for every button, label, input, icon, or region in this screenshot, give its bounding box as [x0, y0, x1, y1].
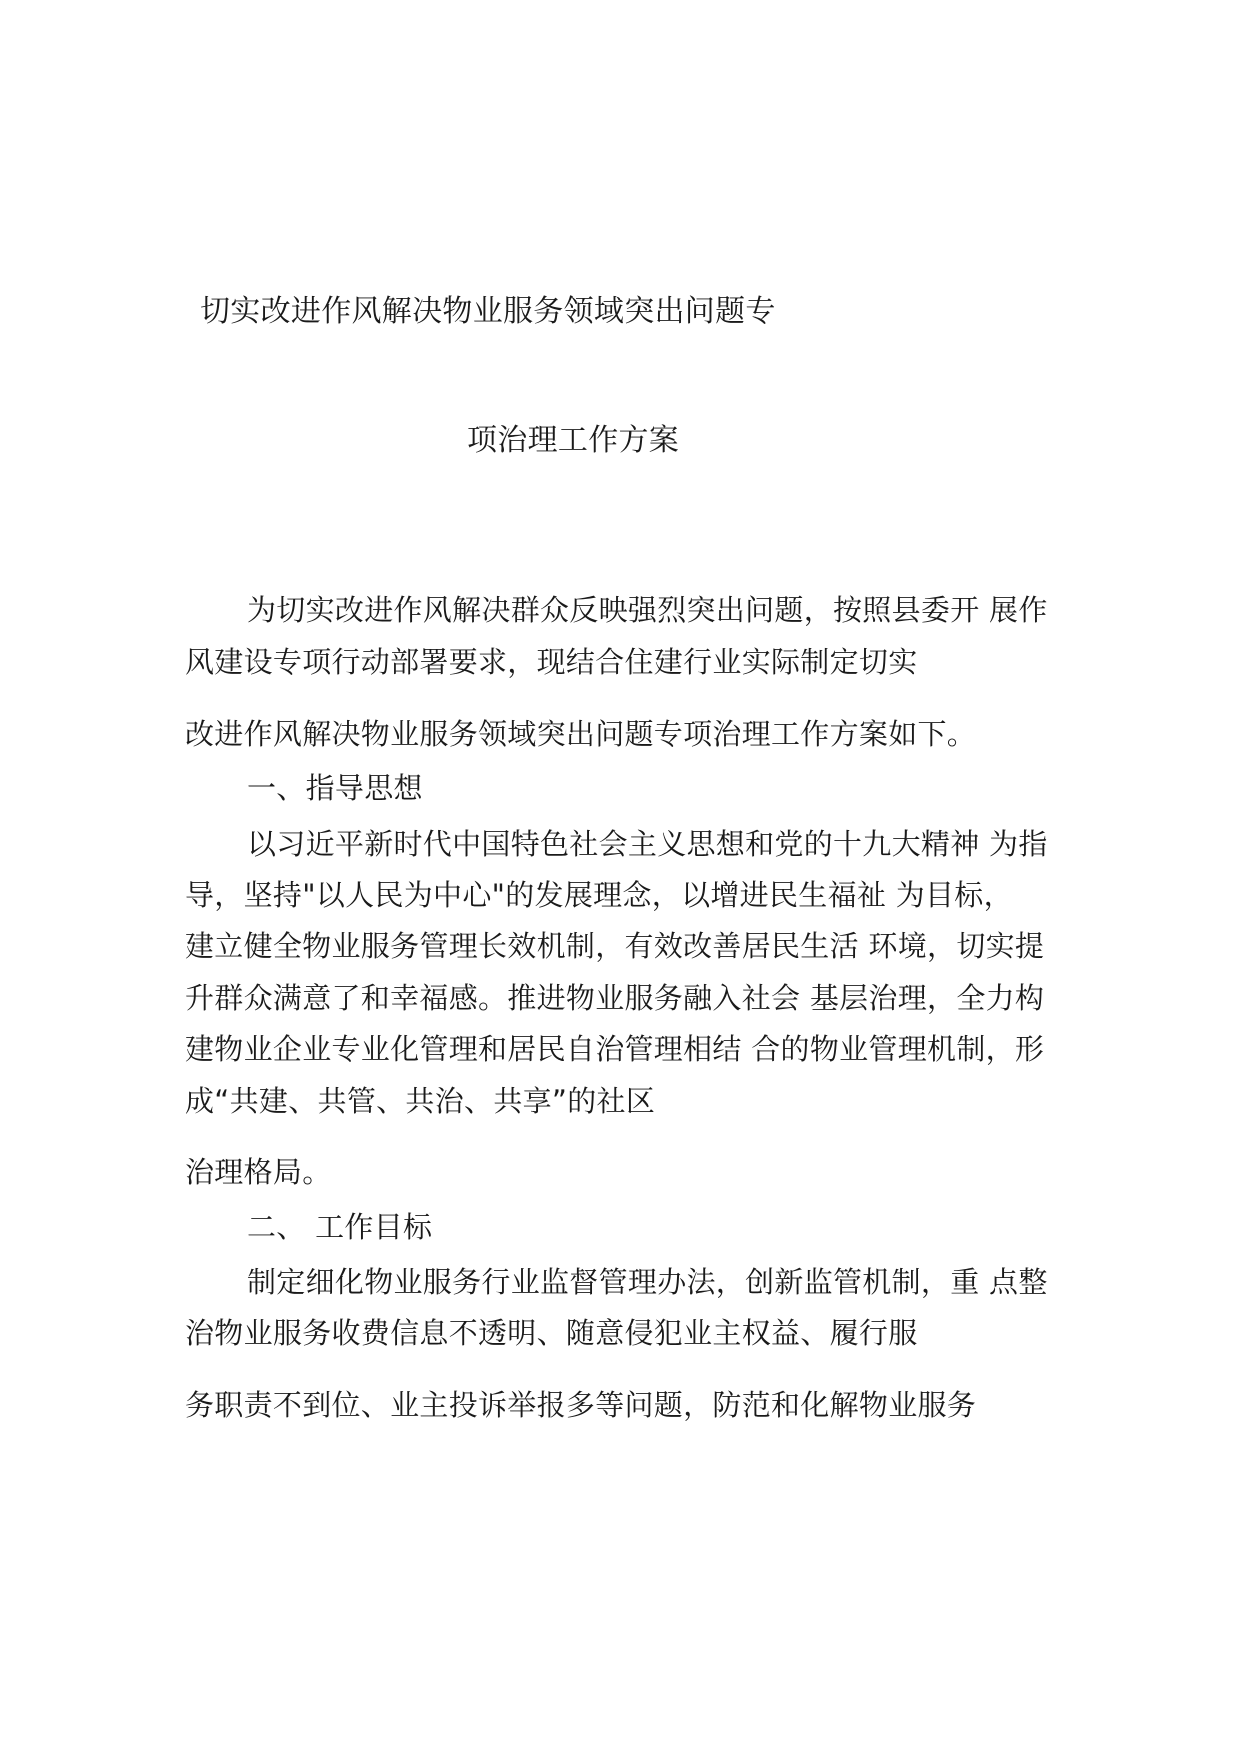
- section-1-line-3: 建立健全物业服务管理长效机制，有效改善居民生活 环境，切实提: [185, 929, 1045, 963]
- section-1-line-7: 治理格局。: [185, 1155, 332, 1189]
- section-1-line-4: 升群众满意了和幸福感。推进物业服务融入社会 基层治理，全力构: [185, 981, 1045, 1015]
- intro-line-2: 风建设专项行动部署要求，现结合住建行业实际制定切实: [185, 645, 918, 679]
- document-title-line-2: 项治理工作方案: [467, 423, 680, 458]
- section-1-line-2: 导，坚持"以人民为中心"的发展理念，以增进民生福祉 为目标，: [185, 878, 1013, 912]
- intro-line-3: 改进作风解决物业服务领域突出问题专项治理工作方案如下。: [185, 717, 977, 751]
- section-1-line-1: 以习近平新时代中国特色社会主义思想和党的十九大精神 为指: [247, 827, 1048, 861]
- section-1-line-6: 成“共建、共管、共治、共享”的社区: [185, 1084, 656, 1118]
- section-1-line-5: 建物业企业专业化管理和居民自治管理相结 合的物业管理机制，形: [185, 1032, 1045, 1066]
- section-1-heading: 一、指导思想: [247, 771, 423, 805]
- document-title-line-1: 切实改进作风解决物业服务领域突出问题专: [200, 294, 776, 329]
- intro-line-1: 为切实改进作风解决群众反映强烈突出问题，按照县委开 展作: [247, 593, 1048, 627]
- section-2-heading: 二、 工作目标: [247, 1210, 433, 1244]
- section-2-line-2: 治物业服务收费信息不透明、随意侵犯业主权益、履行服: [185, 1316, 918, 1350]
- section-2-line-1: 制定细化物业服务行业监督管理办法，创新监管机制，重 点整: [247, 1265, 1048, 1299]
- section-2-line-3: 务职责不到位、业主投诉举报多等问题，防范和化解物业服务: [185, 1388, 977, 1422]
